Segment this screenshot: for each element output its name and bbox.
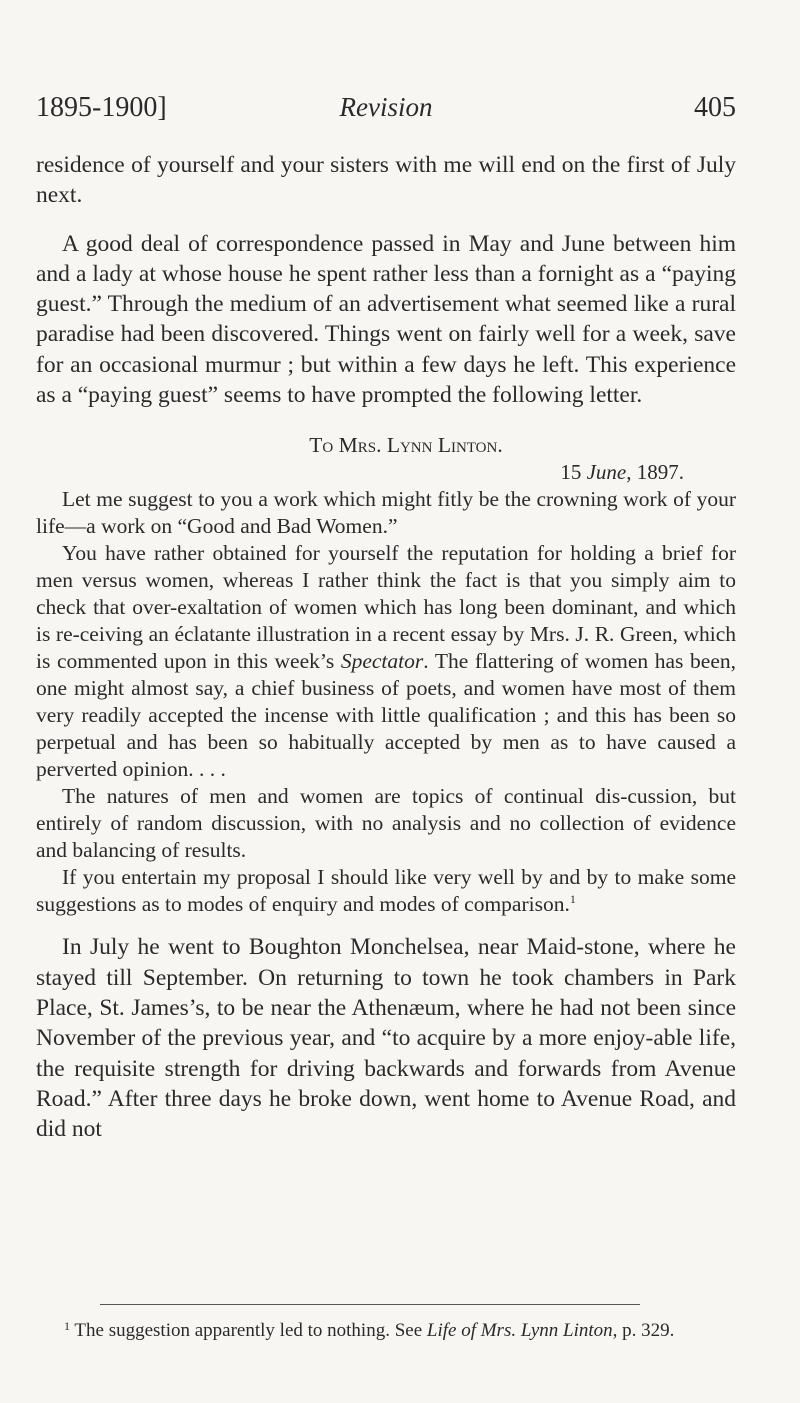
letter-date: 15 June, 1897.: [560, 460, 684, 485]
footnote-rule: [100, 1304, 640, 1305]
body-text: [36, 150, 736, 1144]
paragraph-continued: residence of yourself and your sisters with me will end on the first of July next.: [36, 152, 736, 209]
footnote-reference[interactable]: 1: [569, 892, 576, 907]
letter-paragraph-1: Let me suggest to you a work which might fitly be the crowning work of your life—a work on “Good and Bad Women.”: [36, 487, 736, 539]
letter-recipient: To Mrs. Lynn Linton.: [309, 433, 503, 458]
letter-paragraph-2: You have rather obtained for yourself the reputation for holding a brief for men versus women, whereas I rather think the fact is that you simply aim to check that over-exaltation of women which has long been dominant, and which is re-ceiving an éclatante illustration in a recent essay by Mrs. J. R. Green, which is commented upon in this week’s Spectator. The flattering of women has been, one might almost say, a chief business of poets, and women have most of them very readily accepted the incense with little qualification ; and this has been so perpetual and has been so habitually accepted by men as to have caused a perverted opinion. . . .: [36, 541, 736, 782]
paragraph-july: In July he went to Boughton Monchelsea, near Maid-stone, where he stayed till September. On returning to town he took chambers in Park Place, St. James’s, to be near the Athenæum, where he had not been since November of the previous year, and “to acquire by a more enjoy-able life, the requisite strength for driving backwards and forwards from Avenue Road.” After three days he broke down, went home to Avenue Road, and did not: [36, 934, 736, 1143]
footnote-mark: 1: [64, 1319, 70, 1333]
running-header: [36, 92, 736, 132]
letter-paragraph-4: If you entertain my proposal I should like very well by and by to make some suggestions as to modes of enquiry and modes of comparison.$^1$: [36, 865, 736, 917]
header-years: 1895-1900]: [36, 92, 167, 123]
footnote: $^1$ The suggestion apparently led to nothing. See Life of Mrs. Lynn Linton, p. 329.: [64, 1319, 675, 1341]
paragraph-correspondence: A good deal of correspondence passed in May and June between him and a lady at whose house he spent rather less than a fornight as a “paying guest.” Through the medium of an advertisement what seemed like a rural paradise had been discovered. Things went on fairly well for a week, save for an occasional murmur ; but within a few days he left. This experience as a “paying guest” seems to have prompted the following letter.: [36, 230, 736, 409]
header-title: Revision: [339, 92, 433, 122]
letter-heading: [36, 432, 736, 459]
letter-paragraph-3: The natures of men and women are topics of continual dis-cussion, but entirely of random discussion, with no analysis and no collection of evidence and balancing of results.: [36, 784, 736, 863]
page-number: 405: [694, 92, 736, 123]
